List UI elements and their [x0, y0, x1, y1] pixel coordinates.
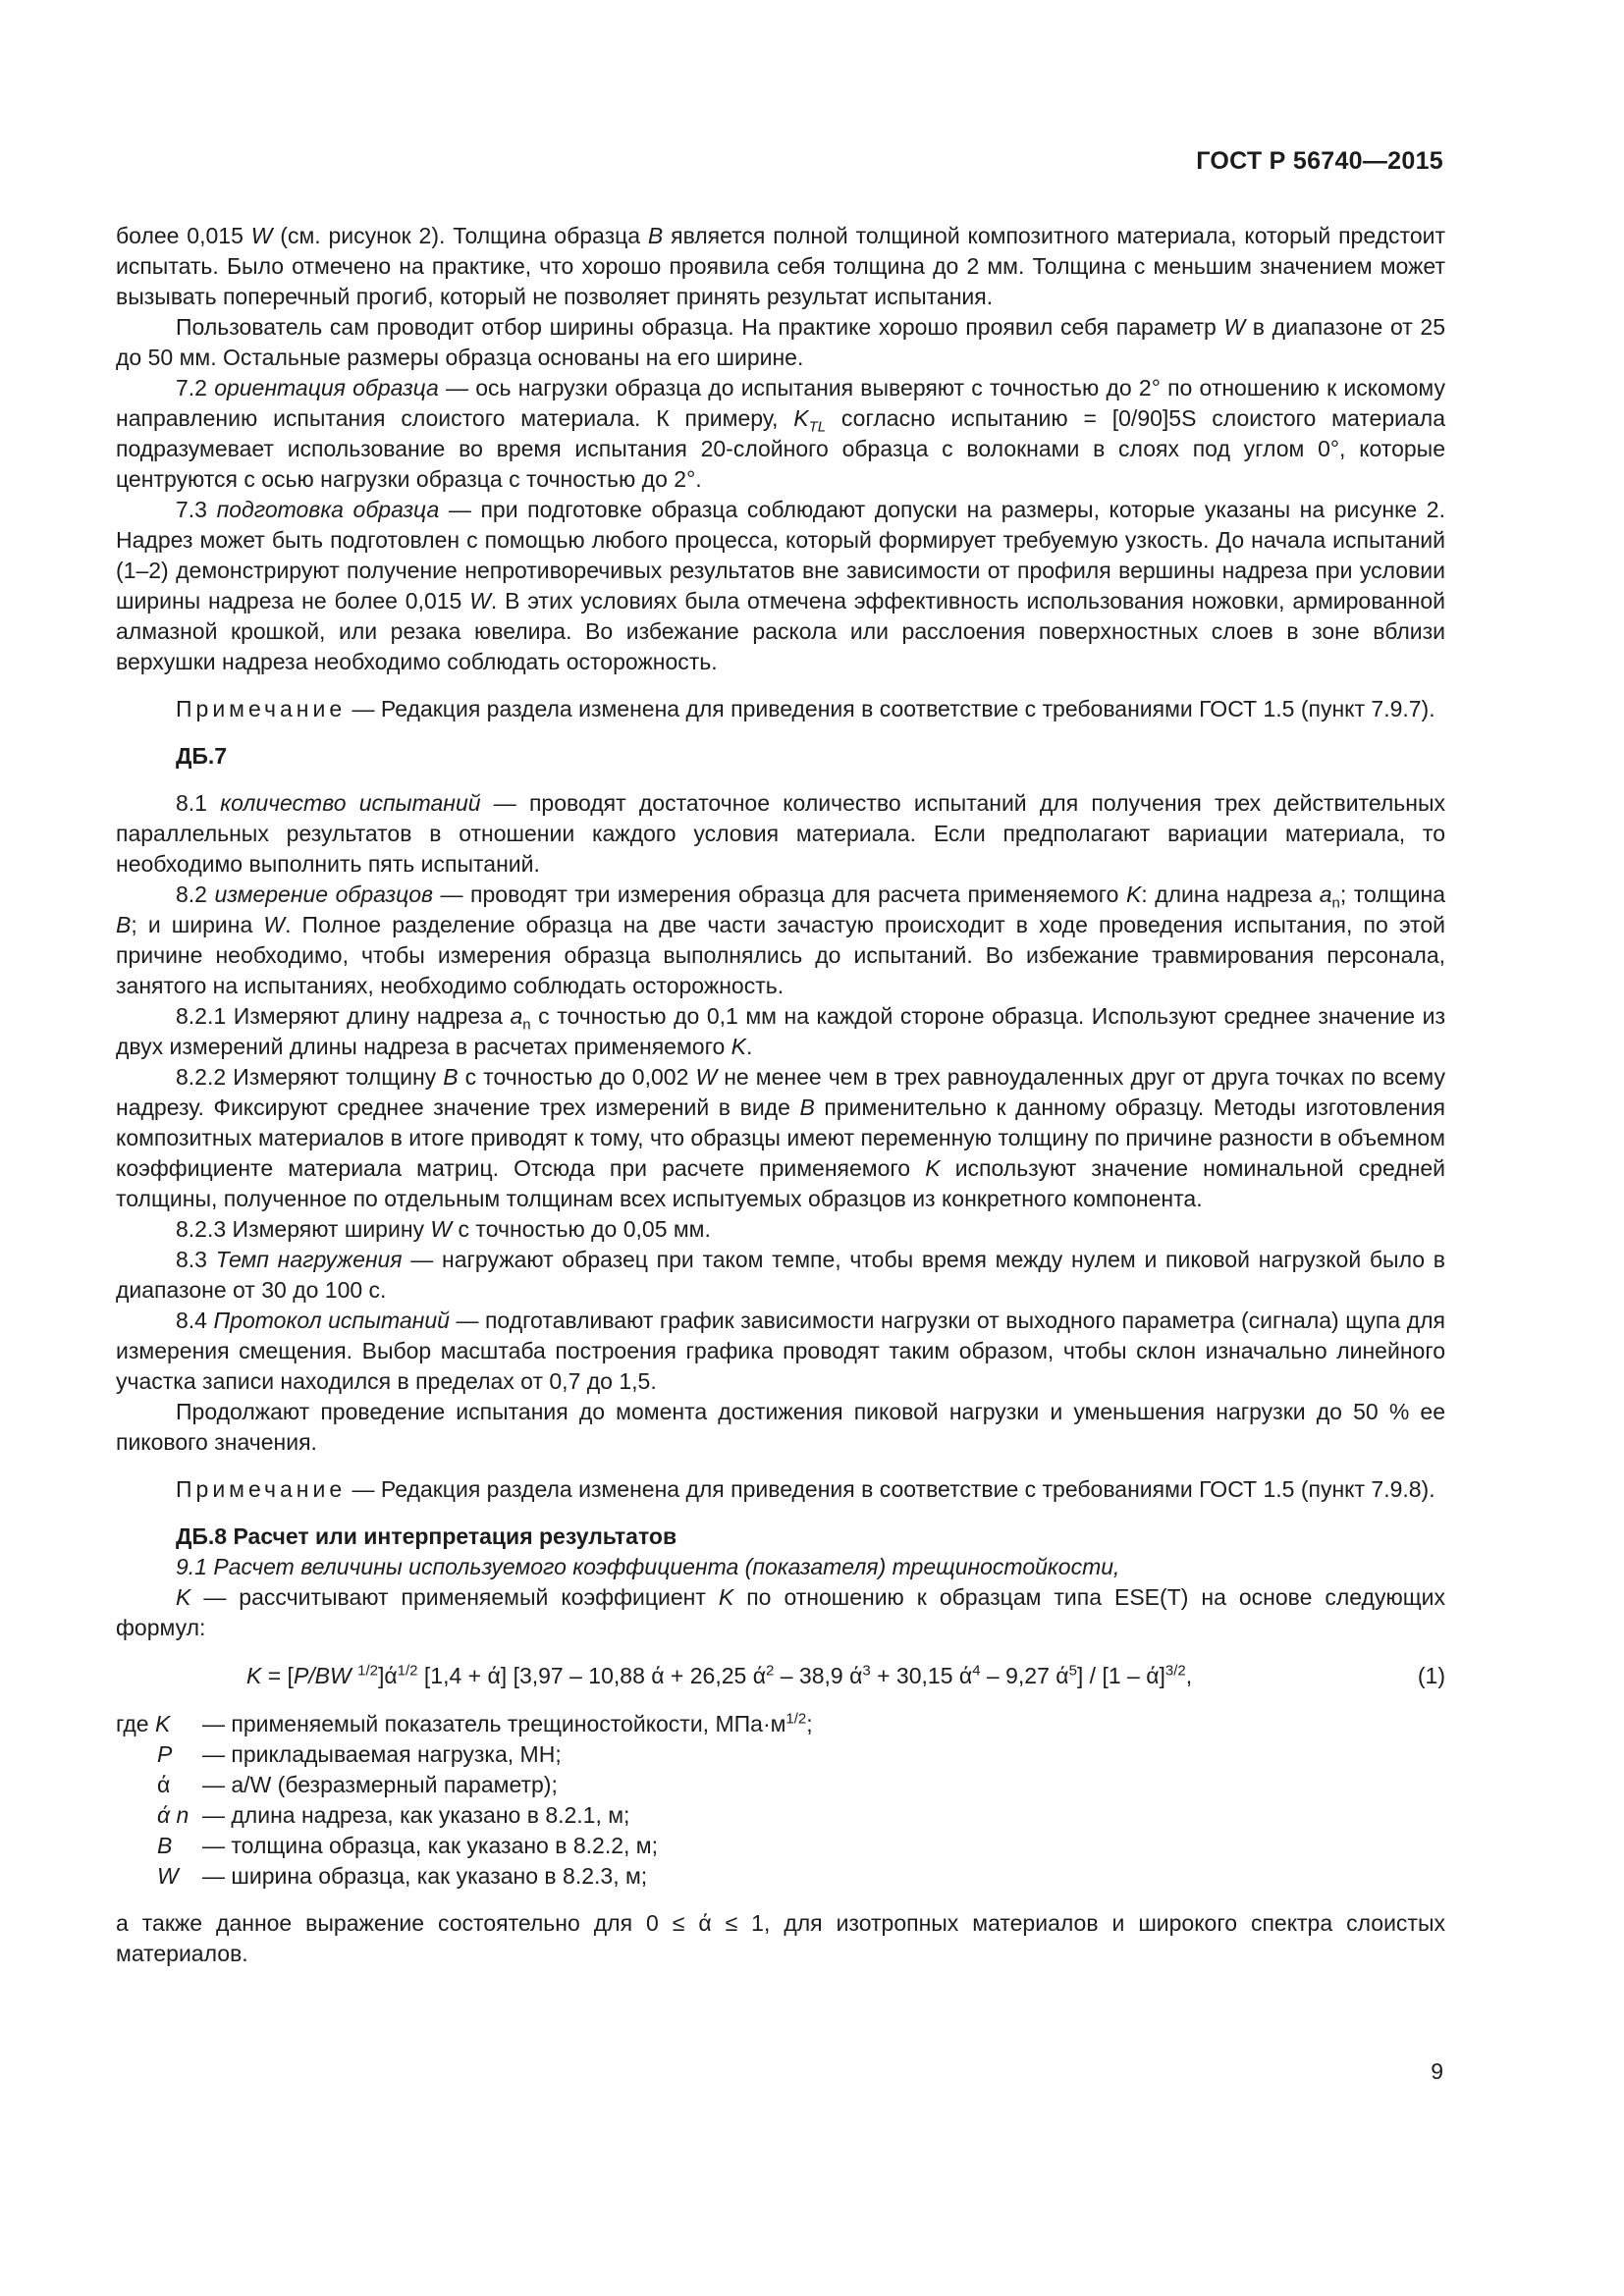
def-symbol-w: W — [157, 1863, 179, 1889]
paragraph-7-2: 7.2 ориентация образца — ось нагрузки образца до испытания выверяют с точностью до 2° по отношению к искомому направлению испытания слоистого материала. К примеру, $K_{TL}$ согласно испытанию = [0/90]5S слоистого материала подразумевает использование во время испытания 20-слойного образца с волокнами в слоях под углом 0°, которые центруются с осью нагрузки образца с точностью до 2°. — [116, 375, 1445, 492]
document-header: ГОСТ Р 56740—2015 — [1196, 147, 1443, 175]
def-text-p: — прикладываемая нагрузка, МН; — [202, 1741, 562, 1767]
def-symbol-k: где K — [116, 1711, 171, 1736]
paragraph-specimen-width: Пользователь сам проводит отбор ширины образца. На практике хорошо проявил себя параметр W в диапазоне от 25 до 50 мм. Остальные размеры образца основаны на его ширине. — [116, 314, 1445, 370]
note-1: Примечание — Редакция раздела изменена для приведения в соответствие с требованиями ГОСТ 1.5 (пункт 7.9.7). — [176, 696, 1435, 721]
def-text-alpha: — a/W (безразмерный параметр); — [202, 1772, 558, 1797]
paragraph-8-2-2: 8.2.2 Измеряют толщину B с точностью до 0,002 W не менее чем в трех равноудаленных друг от друга точках по всему надрезу. Фиксируют среднее значение трех измерений в виде B применительно к данному образцу. Методы изготовления композитных материалов в итоге приводят к тому, что образцы имеют переменную толщину по причине разности в объемном коэффициенте материала матриц. Отсюда при расчете применяемого K используют значение номинальной средней толщины, полученное по отдельным толщинам всех испытуемых образцов из конкретного компонента. — [116, 1064, 1446, 1211]
paragraph-continue-test: Продолжают проведение испытания до момента достижения пиковой нагрузки и уменьшения нагрузки до 50 % ее пикового значения. — [116, 1399, 1445, 1455]
paragraph-specimen-thickness: более 0,015 W (см. рисунок 2). Толщина образца B является полной толщиной композитного материала, который предстоит испытать. Было отмечено на практике, что хорошо проявила себя толщина до 2 мм. Толщина с меньшим значением может вызывать поперечный прогиб, который не позволяет принять результат испытания. — [116, 223, 1445, 309]
paragraph-8-2-3: 8.2.3 Измеряют ширину W с точностью до 0,05 мм. — [176, 1216, 711, 1242]
paragraph-9-1: 9.1 Расчет величины используемого коэффициента (показателя) трещиностойкости, — [176, 1554, 1120, 1579]
variable-definitions — [116, 1709, 1445, 1892]
formula-1: K = [P/BW $^{1/2}]ά^{1/2}$ [1,4 + ά] [3,97 – 10,88 ά + 26,25 $ά^2 - 38,9$ $ά^3 + 30,15$ $ά^4 - 9,27$ $ά^5] / [1 - ά]^{3/2}$, (1) — [116, 1661, 1445, 1691]
paragraph-validity: а также данное выражение состоятельно для 0 ≤ ά ≤ 1, для изотропных материалов и широкого спектра слоистых материалов. — [116, 1910, 1445, 1966]
page-number: 9 — [1431, 2058, 1443, 2084]
def-symbol-alpha-n: ά n — [157, 1802, 189, 1828]
def-text-w: — ширина образца, как указано в 8.2.3, м; — [202, 1863, 648, 1889]
paragraph-8-1: 8.1 количество испытаний — проводят достаточное количество испытаний для получения трех действительных параллельных результатов в отношении каждого условия материала. Если предполагают вариации материала, то необходимо выполнить пять испытаний. — [116, 790, 1445, 877]
paragraph-8-3: 8.3 Темп нагружения — нагружают образец при таком темпе, чтобы время между нулем и пиковой нагрузкой было в диапазоне от 30 до 100 с. — [116, 1247, 1445, 1303]
def-symbol-p: P — [157, 1741, 173, 1767]
def-text-alpha-n: — длина надреза, как указано в 8.2.1, м; — [202, 1802, 630, 1828]
document-body — [116, 221, 1445, 1969]
paragraph-7-3: 7.3 подготовка образца — при подготовке образца соблюдают допуски на размеры, которые указаны на рисунке 2. Надрез может быть подготовлен с помощью любого процесса, который формирует требуемую узкость. До начала испытаний (1–2) демонстрируют получение непротиворечивых результатов вне зависимости от профиля вершины надреза при условии ширины надреза не более 0,015 W. В этих условиях была отмечена эффективность использования ножовки, армированной алмазной крошкой, или резака ювелира. Во избежание раскола или расслоения поверхностных слоев в зоне вблизи верхушки надреза необходимо соблюдать осторожность. — [116, 497, 1445, 674]
paragraph-8-2-1: 8.2.1 Измеряют длину надреза $a_n$ с точностью до 0,1 мм на каждой стороне образца. Используют среднее значение из двух измерений длины надреза в расчетах применяемого K. — [116, 1003, 1445, 1059]
def-symbol-b: B — [157, 1833, 173, 1858]
section-heading-db7: ДБ.7 — [176, 743, 228, 769]
paragraph-8-4: 8.4 Протокол испытаний — подготавливают график зависимости нагрузки от выходного параметра (сигнала) щупа для измерения смещения. Выбор масштаба построения графика проводят таким образом, чтобы склон изначально линейного участка записи находился в пределах от 0,7 до 1,5. — [116, 1308, 1445, 1394]
paragraph-8-2: 8.2 измерение образцов — проводят три измерения образца для расчета применяемого K: длина надреза $a_n$; толщина B; и ширина W. Полное разделение образца на две части зачастую происходит в ходе проведения испытания, по этой причине необходимо, чтобы измерения образца выполнялись до испытаний. Во избежание травмирования персонала, занятого на испытаниях, необходимо соблюдать осторожность. — [116, 881, 1445, 998]
def-symbol-alpha: ά — [157, 1772, 171, 1797]
paragraph-k-definition: K — рассчитывают применяемый коэффициент K по отношению к образцам типа ESE(T) на основе следующих формул: — [116, 1584, 1445, 1640]
note-2: Примечание — Редакция раздела изменена для приведения в соответствие с требованиями ГОСТ 1.5 (пункт 7.9.8). — [176, 1476, 1435, 1502]
def-text-b: — толщина образца, как указано в 8.2.2, м; — [202, 1833, 658, 1858]
formula-number: (1) — [1417, 1663, 1445, 1688]
def-text-k: — применяемый показатель трещиностойкости, $МПа\cdot м^{1/2}$; — [202, 1710, 813, 1736]
section-heading-db8: ДБ.8 Расчет или интерпретация результатов — [176, 1523, 677, 1549]
